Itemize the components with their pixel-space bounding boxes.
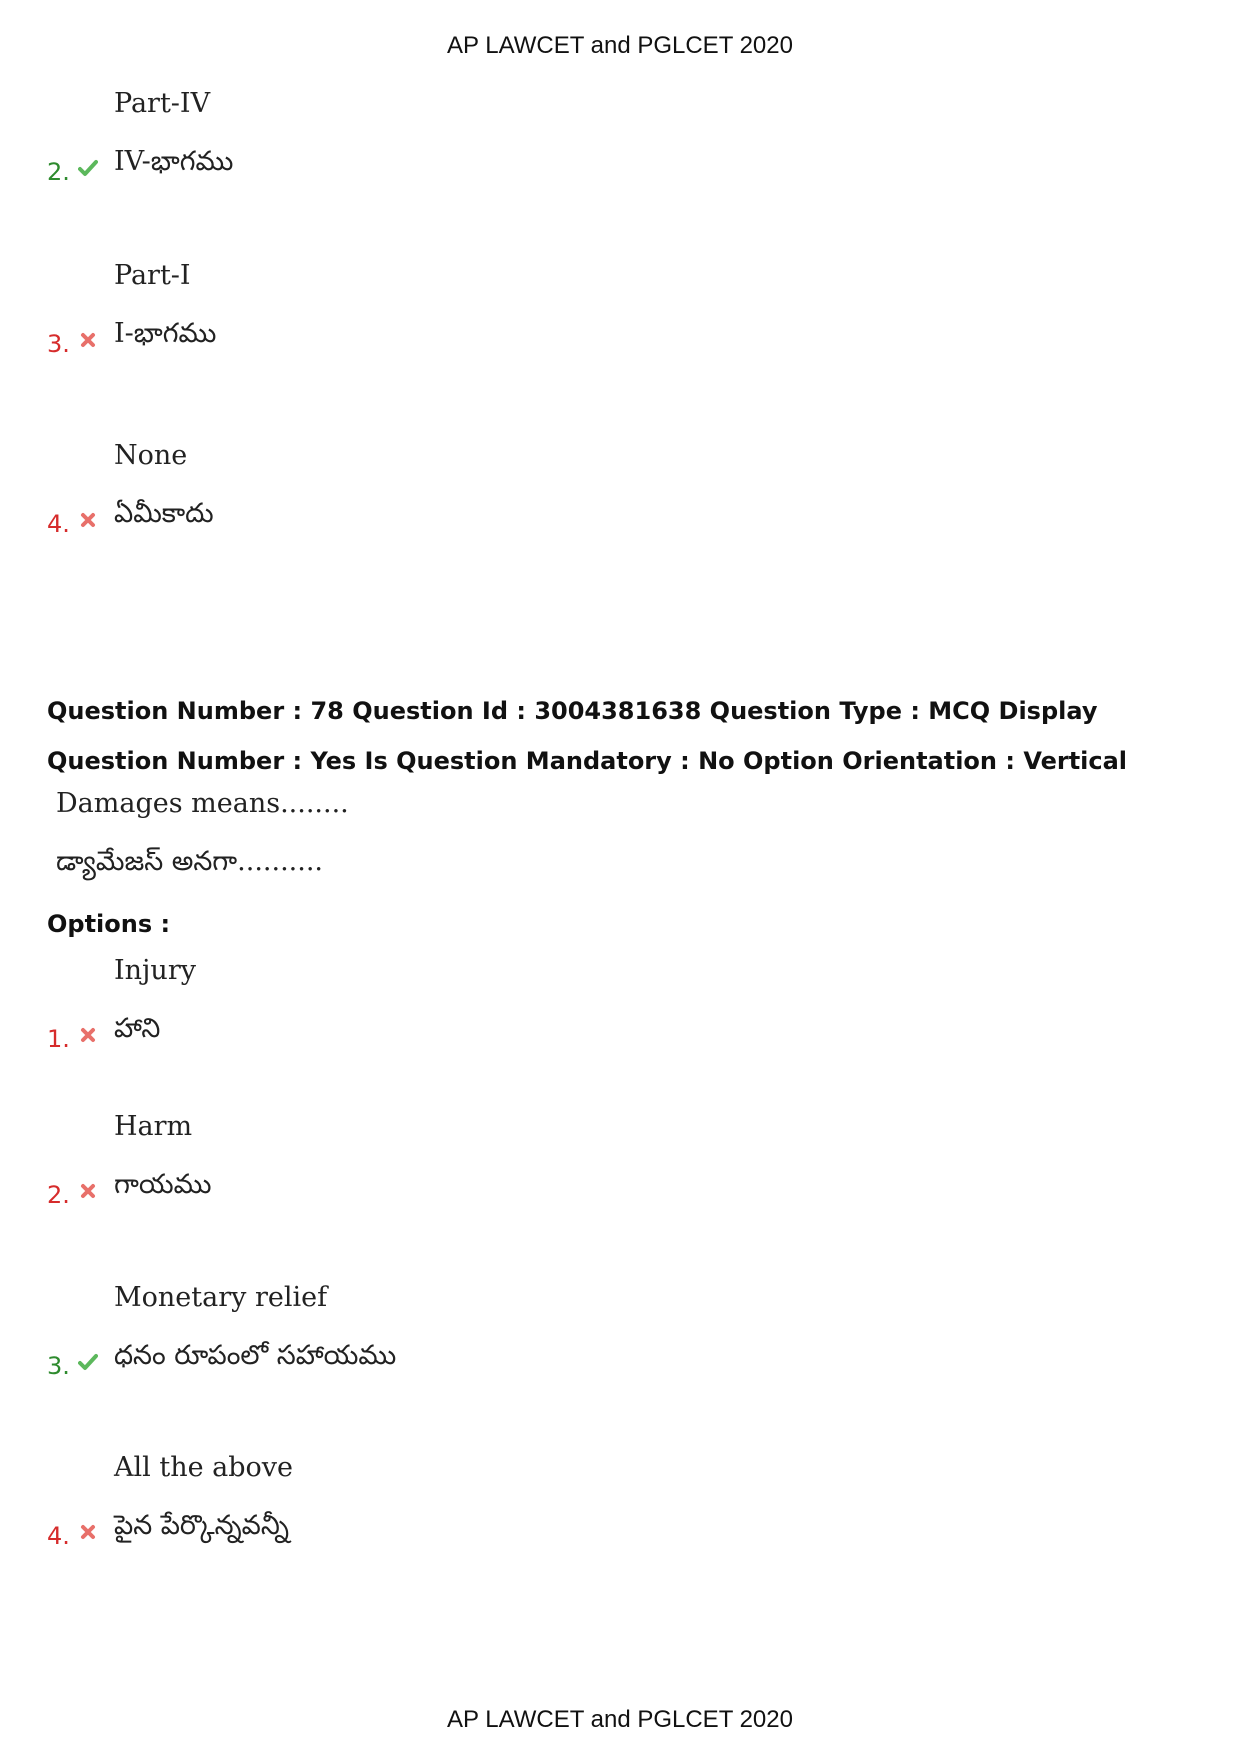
cross-icon (78, 330, 98, 350)
option-number: 3. (47, 330, 70, 358)
question-text-telugu: డ్యామేజస్ అనగా.......... (56, 846, 323, 877)
option-text-telugu: I-భాగము (114, 318, 217, 349)
options-label: Options : (47, 910, 171, 938)
option-text-telugu: IV-భాగము (114, 146, 234, 177)
option-number: 1. (47, 1025, 70, 1053)
option-number: 4. (47, 1522, 70, 1550)
option-text-telugu: హాని (114, 1013, 161, 1044)
option-text-english: Injury (114, 955, 196, 986)
option-item (0, 440, 1240, 570)
option-item (0, 260, 1240, 390)
check-icon (78, 158, 98, 178)
option-text-english: Part-IV (114, 88, 211, 119)
option-text-english: Monetary relief (114, 1282, 328, 1313)
option-item (0, 1282, 1240, 1412)
option-text-english: None (114, 440, 188, 471)
option-text-telugu: పైన పేర్కొన్నవన్నీ (114, 1510, 289, 1541)
option-number: 4. (47, 510, 70, 538)
option-text-telugu: ధనం రూపంలో సహాయము (114, 1340, 397, 1371)
cross-icon (78, 510, 98, 530)
cross-icon (78, 1181, 98, 1201)
option-item (0, 955, 1240, 1085)
option-number: 2. (47, 158, 70, 186)
option-text-english: All the above (114, 1452, 294, 1483)
option-text-english: Harm (114, 1111, 193, 1142)
option-item (0, 1111, 1240, 1241)
option-number: 2. (47, 1181, 70, 1209)
cross-icon (78, 1522, 98, 1542)
question-text-english: Damages means........ (56, 788, 349, 819)
option-text-english: Part-I (114, 260, 191, 291)
option-text-telugu: ఏమీకాదు (114, 498, 214, 529)
option-text-telugu: గాయము (114, 1169, 212, 1200)
question-meta: Question Number : 78 Question Id : 3004381638 Question Type : MCQ Display Question Number : Yes Is Question Mandatory : No Option Orientation : Vertical (47, 697, 1128, 775)
option-item (0, 1452, 1240, 1582)
cross-icon (78, 1025, 98, 1045)
option-item (0, 88, 1240, 218)
page-footer: AP LAWCET and PGLCET 2020 (447, 1706, 793, 1733)
page-header: AP LAWCET and PGLCET 2020 (447, 32, 793, 59)
check-icon (78, 1352, 98, 1372)
option-number: 3. (47, 1352, 70, 1380)
